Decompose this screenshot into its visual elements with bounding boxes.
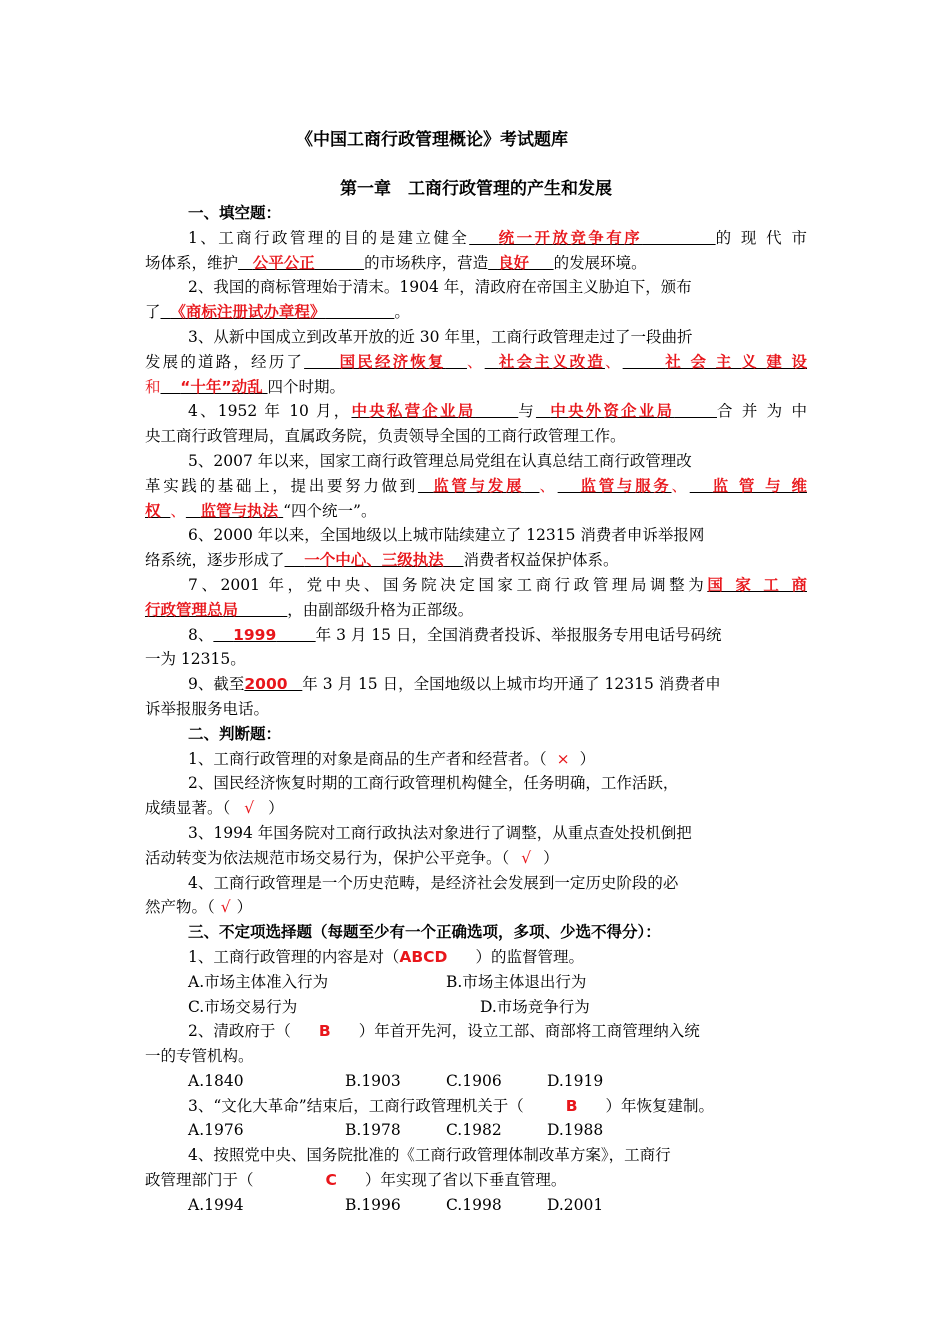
option-b: B.市场主体退出行为 xyxy=(446,972,587,991)
answer-blank: 监 管 与 维 xyxy=(712,476,807,495)
answer-blank: 良好 xyxy=(497,253,529,272)
fill-question-1: 1、工商行政管理的目的是建立健全 统一开放竞争有序 的 现 代 市 场体系，维护 公平公正 的市场秩序，营造 良好 的发展环境。 xyxy=(145,228,807,272)
choice-question-3: 3、“文化大革命”结束后，工商行政管理机关于（ B ）年恢复建制。 A.1976 B.1978 C.1982 D.1988 xyxy=(145,1094,807,1144)
answer-blank: 一个中心、三级执法 xyxy=(304,551,444,570)
fill-question-8: 8、 1999 年 3 月 15 日，全国消费者投诉、举报服务专用电话号码统 一为 12315。 xyxy=(145,625,722,669)
option-b: B.1903 xyxy=(345,1071,401,1090)
section-fill-in-heading: 一、填空题： xyxy=(188,204,282,222)
option-b: B.1996 xyxy=(345,1195,401,1214)
option-d: D.市场竞争行为 xyxy=(480,997,590,1016)
option-c: C.1982 xyxy=(446,1121,502,1140)
answer-blank: 社 会 主 义 建 设 xyxy=(665,352,808,371)
section-choice-heading: 三、不定项选择题（每题至少有一个正确选项，多项、少选不得分）： xyxy=(188,923,661,942)
option-d: D.1919 xyxy=(547,1071,604,1090)
check-mark: √ xyxy=(220,898,231,917)
check-mark: √ xyxy=(244,799,255,818)
answer-blank: 行政管理总局 xyxy=(145,600,239,619)
answer-blank: 社会主义改造 xyxy=(498,352,605,371)
document-page xyxy=(145,128,807,1218)
judge-question-3: 3、1994 年国务院对工商行政执法对象进行了调整，从重点查处投机倒把 活动转变为依法规范市场交易行为，保护公平竞争。（ √ ） xyxy=(145,823,692,867)
option-c: C.1998 xyxy=(446,1195,502,1214)
fill-question-4: 4、1952 年 10 月，中央私营企业局 与 中央外资企业局 合 并 为 中 央工商行政管理局，直属政务院，负责领导全国的工商行政管理工作。 xyxy=(145,402,808,446)
answer-blank: 统一开放竞争有序 xyxy=(498,228,643,247)
doc-title: 《中国工商行政管理概论》考试题库 xyxy=(296,130,568,150)
answer-blank: 监管与发展 xyxy=(433,476,525,495)
answer-blank: 2000 xyxy=(244,675,288,694)
section-judgment-heading: 二、判断题： xyxy=(188,724,282,743)
answer-blank: 监管与服务 xyxy=(580,476,672,495)
option-a: A.1994 xyxy=(188,1195,244,1214)
answer-blank: 中央私营企业局 xyxy=(351,402,476,421)
fill-question-6: 6、2000 年以来，全国地级以上城市陆续建立了 12315 消费者申诉举报网 络系统，逐步形成了 一个中心、三级执法 消费者权益保护体系。 xyxy=(145,526,705,570)
fill-question-7: 7、2001 年，党中央、国务院决定国家工商行政管理局调整为国 家 工 商 行政管理总局 ，由副部级升格为正部级。 xyxy=(145,575,807,619)
fill-question-5: 5、2007 年以来，国家工商行政管理总局党组在认真总结工商行政管理改 革实践的基础上，提出要努力做到 监管与发展 、 监管与服务、 监 管 与 维 权 、 监管与执法 “四个统一”。 xyxy=(145,451,807,520)
option-b: B.1978 xyxy=(345,1121,401,1140)
option-c: C.市场交易行为 xyxy=(188,997,298,1016)
judge-question-4: 4、工商行政管理是一个历史范畴，是经济社会发展到一定历史阶段的必 然产物。（ √ ） xyxy=(145,873,679,917)
answer-blank: “十年”动乱 xyxy=(180,377,263,396)
choice-question-2: 2、清政府于（ B ）年首开先河，设立工部、商部将工商管理纳入统 一的专管机构。 A.1840 B.1903 C.1906 D.1919 xyxy=(145,1019,807,1093)
answer-choice: B xyxy=(565,1096,578,1115)
answer-choice: B xyxy=(318,1022,331,1041)
option-c: C.1906 xyxy=(446,1071,502,1090)
answer-blank: 1999 xyxy=(233,625,277,644)
fill-question-2: 2、我国的商标管理始于清末。1904 年，清政府在帝国主义胁迫下，颁布 了 《商标注册试办章程》 。 xyxy=(145,278,692,322)
answer-choice: C xyxy=(325,1171,337,1190)
option-a: A.市场主体准入行为 xyxy=(188,972,329,991)
answer-blank: 国民经济恢复 xyxy=(339,352,446,371)
option-d: D.2001 xyxy=(547,1195,604,1214)
answer-blank: 监管与执法 xyxy=(200,501,279,520)
judge-question-1: 1、工商行政管理的对象是商品的生产者和经营者。（ × ） xyxy=(188,749,596,768)
answer-blank: 《商标注册试办章程》 xyxy=(170,303,326,322)
check-mark: √ xyxy=(521,848,532,867)
option-a: A.1840 xyxy=(188,1071,244,1090)
answer-choice: ABCD xyxy=(399,947,448,966)
answer-blank: 公平公正 xyxy=(252,253,315,272)
choice-question-1: 1、工商行政管理的内容是对（ABCD ）的监督管理。 A.市场主体准入行为 B.市场主体退出行为 C.市场交易行为 D.市场竞争行为 xyxy=(145,945,807,1019)
answer-blank: 中央外资企业局 xyxy=(550,402,675,421)
fill-question-3: 3、从新中国成立到改革开放的近 30 年里，工商行政管理走过了一段曲折 发展的道路，经历了 国民经济恢复 、 社会主义改造、 社 会 主 义 建 设 和 “十年”动乱 四个时期。 xyxy=(145,327,808,396)
option-d: D.1988 xyxy=(547,1121,604,1140)
chapter-heading: 第一章 工商行政管理的产生和发展 xyxy=(340,179,612,199)
judge-question-2: 2、国民经济恢复时期的工商行政管理机构健全，任务明确，工作活跃， 成绩显著。（ √ ） xyxy=(145,774,679,818)
fill-question-9: 9、截至2000 年 3 月 15 日，全国地级以上城市均开通了 12315 消费者申 诉举报服务电话。 xyxy=(145,675,721,718)
option-a: A.1976 xyxy=(188,1121,244,1140)
answer-blank: 权 xyxy=(145,501,161,520)
answer-blank: 国 家 工 商 xyxy=(707,575,807,594)
cross-mark: × xyxy=(556,749,570,768)
choice-question-4: 4、按照党中央、国务院批准的《工商行政管理体制改革方案》，工商行 政管理部门于（ C ）年实现了省以下垂直管理。 A.1994 B.1996 C.1998 D.2001 xyxy=(145,1143,807,1217)
